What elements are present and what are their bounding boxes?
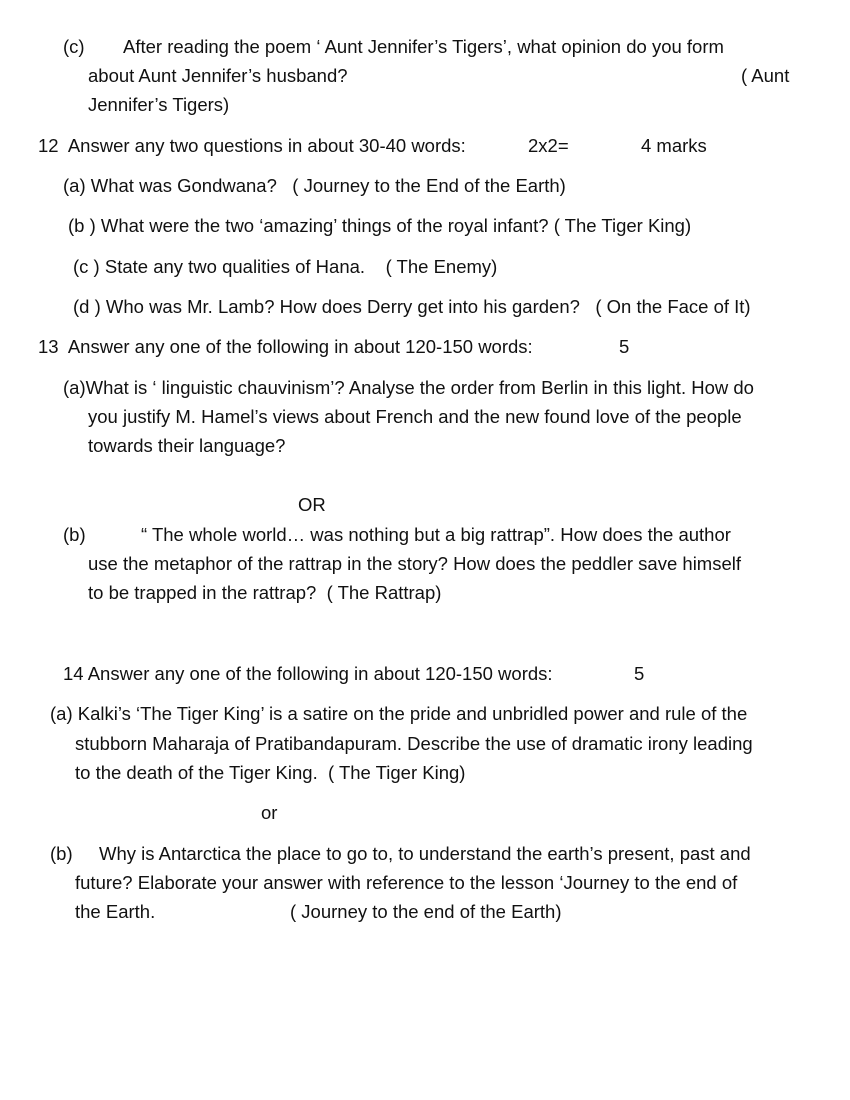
- q12-marks: 4 marks: [641, 135, 707, 156]
- q13-b-label: (b): [63, 524, 86, 545]
- q13-a-line-1: (a)What is ‘ linguistic chauvinism’? Analyse the order from Berlin in this light. How do: [63, 377, 754, 398]
- q13-b-line-1: “ The whole world… was nothing but a big rattrap”. How does the author: [141, 524, 731, 545]
- q14-heading: 14 Answer any one of the following in about 120-150 words:: [63, 663, 553, 684]
- q14-a-line-2: stubborn Maharaja of Pratibandapuram. Describe the use of dramatic irony leading: [75, 733, 753, 754]
- q12-calc: 2x2=: [528, 135, 569, 156]
- q14-marks: 5: [634, 663, 645, 684]
- q12-heading: 12 Answer any two questions in about 30-40 words:: [38, 135, 466, 156]
- q14-a-line-3: to the death of the Tiger King. ( The Tiger King): [75, 762, 466, 783]
- q14-b-line-2: future? Elaborate your answer with reference to the lesson ‘Journey to the end of: [75, 872, 738, 893]
- q13-b-line-3: to be trapped in the rattrap? ( The Rattrap): [88, 582, 442, 603]
- q12-option-c: (c ) State any two qualities of Hana. ( The Enemy): [73, 256, 498, 277]
- q12-option-b: (b ) What were the two ‘amazing’ things of the royal infant? ( The Tiger King): [68, 215, 692, 236]
- q13-marks: 5: [619, 336, 630, 357]
- q11c-source-a: ( Aunt: [741, 65, 790, 86]
- q11c-line-1: After reading the poem ‘ Aunt Jennifer’s Tigers’, what opinion do you form: [123, 36, 724, 57]
- q12-option-d: (d ) Who was Mr. Lamb? How does Derry get into his garden? ( On the Face of It): [73, 296, 751, 317]
- q12-option-a: (a) What was Gondwana? ( Journey to the End of the Earth): [63, 175, 566, 196]
- q14-b-line-1: Why is Antarctica the place to go to, to understand the earth’s present, past and: [99, 843, 751, 864]
- q11c-line-2: about Aunt Jennifer’s husband?: [88, 65, 348, 86]
- q13-a-line-3: towards their language?: [88, 435, 286, 456]
- q11c-label: (c): [63, 36, 85, 57]
- q14-b-source: ( Journey to the end of the Earth): [290, 901, 562, 922]
- q14-b-label: (b): [50, 843, 73, 864]
- q14-or: or: [261, 802, 278, 823]
- q13-or: OR: [298, 494, 326, 515]
- q13-heading: 13 Answer any one of the following in about 120-150 words:: [38, 336, 533, 357]
- q13-b-line-2: use the metaphor of the rattrap in the story? How does the peddler save himself: [88, 553, 742, 574]
- q14-a-line-1: (a) Kalki’s ‘The Tiger King’ is a satire on the pride and unbridled power and rule of the: [50, 703, 748, 724]
- q14-b-line-3: the Earth.: [75, 901, 156, 922]
- q11c-source-b: Jennifer’s Tigers): [88, 94, 230, 115]
- q13-a-line-2: you justify M. Hamel’s views about French and the new found love of the people: [88, 406, 742, 427]
